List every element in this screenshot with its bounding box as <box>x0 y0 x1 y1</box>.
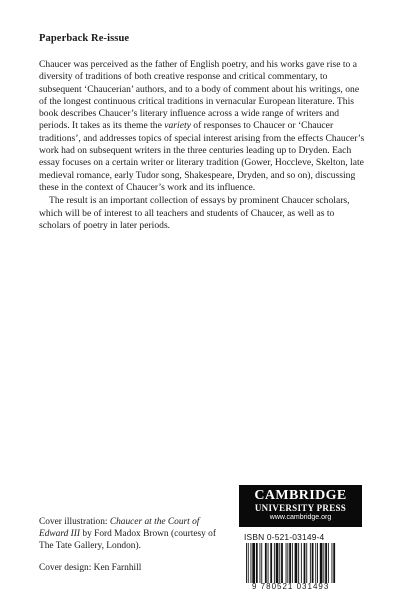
isbn-text: ISBN 0-521-03149-4 <box>244 532 325 542</box>
publisher-subtitle: UNIVERSITY PRESS <box>254 503 347 513</box>
publisher-name: CAMBRIDGE <box>254 488 347 503</box>
blurb-text <box>39 59 366 232</box>
cover-design-credit: Cover design: Ken Farnhill <box>39 562 142 573</box>
blurb-paragraph-1-part-b: of responses to Chaucer or ‘Chaucer traditions’, and addresses topics of special interest arising from the effects Chaucer’s work had on subsequent writers in the three centuries leading up to Dryden. Each essay focuses on a certain writer or literary tradition (Gower, Hoccleve, Skelton, late medieval romance, early Tudor song, Shakespeare, Dryden, and so on), discussing these in the context of Chaucer’s work and its influence. <box>39 120 365 193</box>
illustration-source: by Ford Madox Brown (courtesy of The Tate Gallery, London). <box>39 529 216 552</box>
barcode-digits: 9 780521 031493 <box>252 582 330 591</box>
barcode-image <box>244 543 365 583</box>
blurb-paragraph-1 <box>39 59 366 194</box>
blurb-paragraph-2: The result is an important collection of essays by prominent Chaucer scholars, which will be of interest to all teachers and students of Chaucer, as well as to scholars of poetry in later periods. <box>39 195 350 231</box>
illustration-title: Chaucer at the Court of Edward III <box>39 517 200 540</box>
blurb-paragraph-1-part-a: Chaucer was perceived as the father of English poetry, and his works gave rise to a diversity of traditions of both creative response and critical commentary, to subsequent ‘Chaucerian’ authors, and to a body of comment about his writings, one of the longest continuous critical traditions in vernacular European literature. This book describes Chaucer’s literary influence across a wide range of writers and periods. It takes as its theme the <box>39 59 360 132</box>
blurb-emphasis: variety <box>164 120 191 132</box>
cover-illustration-credit <box>39 516 229 553</box>
illustration-label: Cover illustration: <box>39 517 110 527</box>
publisher-logo <box>239 485 362 527</box>
publisher-url: www.cambridge.org <box>269 514 332 521</box>
reissue-heading: Paperback Re-issue <box>39 33 130 44</box>
credits-block <box>39 516 229 574</box>
